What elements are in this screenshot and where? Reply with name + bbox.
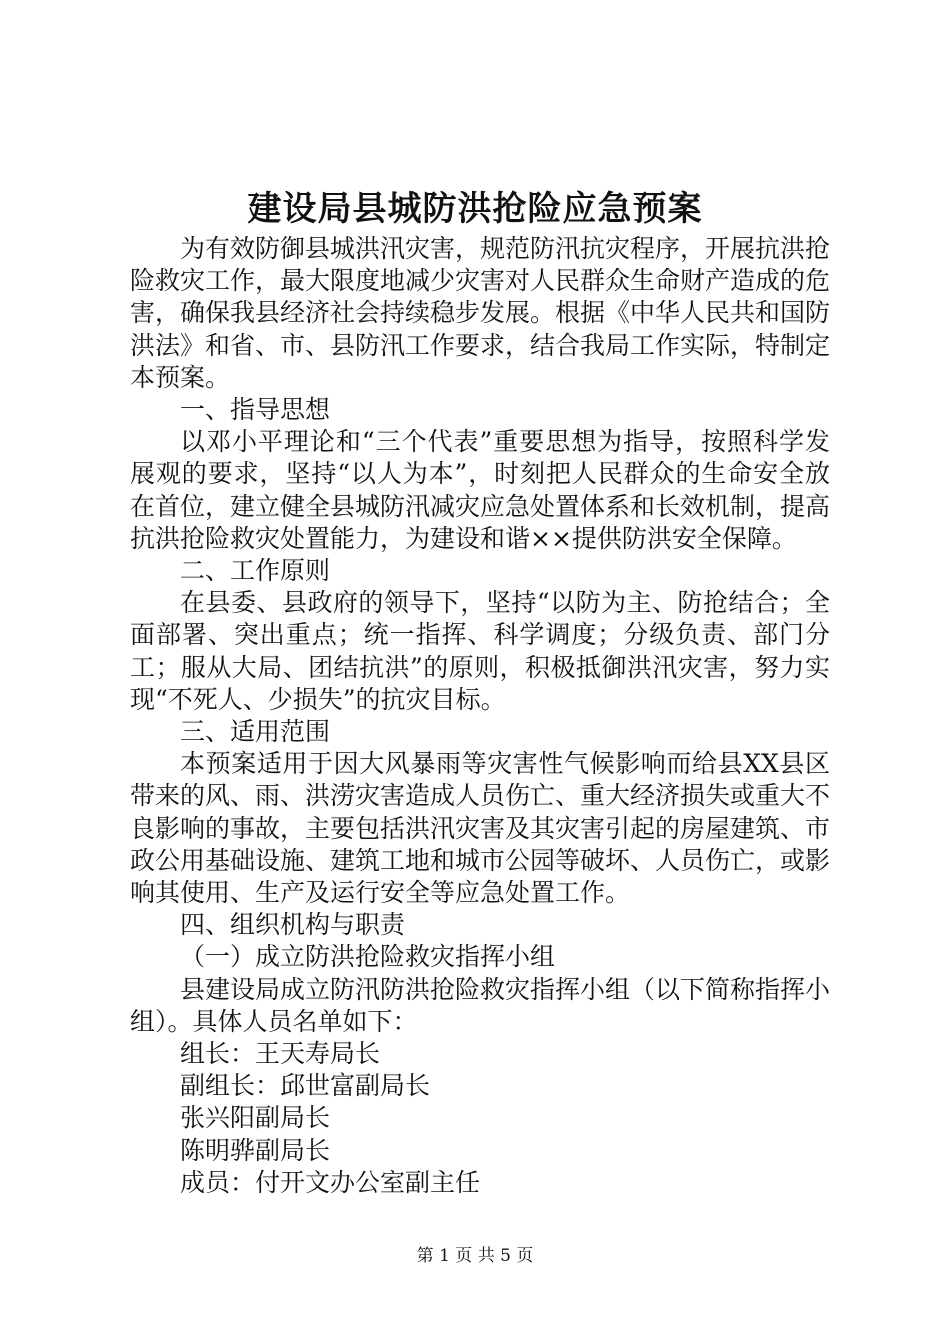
member-line-member-1: 成员：付开文办公室副主任 [180,1167,481,1197]
paragraph-scope: 本预案适用于因大风暴雨等灾害性气候影响而给县XX县区带来的风、雨、洪涝灾害造成人员伤亡、重大经济损失或重大不良影响的事故，主要包括洪汛灾害及其灾害引起的房屋建筑、市政公用基础设施、建筑工地和城市公园等破坏、人员伤亡，或影响其使用、生产及运行安全等应急处置工作。 [130,749,831,908]
paragraph-intro: 为有效防御县城洪汛灾害，规范防汛抗灾程序，开展抗洪抢险救灾工作，最大限度地减少灾害对人民群众生命财产造成的危害，确保我县经济社会持续稳步发展。根据《中华人民共和国防洪法》和省、市、县防汛工作要求，结合我局工作实际，特制定本预案。 [130,234,831,392]
section-heading-organization: 四、组织机构与职责 [180,910,406,940]
member-line-deputy-3: 陈明骅副局长 [180,1135,331,1165]
section-heading-work-principles: 二、工作原则 [180,556,331,586]
paragraph-command-group: 县建设局成立防汛防洪抢险救灾指挥小组（以下简称指挥小组）。具体人员名单如下： [130,974,831,1036]
document-body [130,233,830,1199]
paragraph-guiding-thought: 以邓小平理论和“三个代表”重要思想为指导，按照科学发展观的要求，坚持“以人为本”，时刻把人民群众的生命安全放在首位，建立健全县城防汛减灾应急处置体系和长效机制，提高抗洪抢险救灾处置能力，为建设和谐××提供防洪安全保障。 [130,427,831,553]
member-line-leader: 组长：王天寿局长 [180,1039,381,1069]
member-line-deputy-1: 副组长：邱世富副局长 [180,1071,431,1101]
section-heading-scope: 三、适用范围 [180,717,331,747]
document-title: 建设局县城防洪抢险应急预案 [247,189,703,229]
subsection-heading-command-group: （一）成立防洪抢险救灾指挥小组 [180,942,556,972]
member-line-deputy-2: 张兴阳副局长 [180,1103,331,1133]
section-heading-guiding-thought: 一、指导思想 [180,395,331,425]
page-number-footer: 第 1 页 共 5 页 [416,1246,534,1266]
paragraph-work-principles: 在县委、县政府的领导下，坚持“以防为主、防抢结合；全面部署、突出重点；统一指挥、科学调度；分级负责、部门分工；服从大局、团结抗洪”的原则，积极抵御洪汛灾害，努力实现“不死人、少损失”的抗灾目标。 [130,588,830,714]
